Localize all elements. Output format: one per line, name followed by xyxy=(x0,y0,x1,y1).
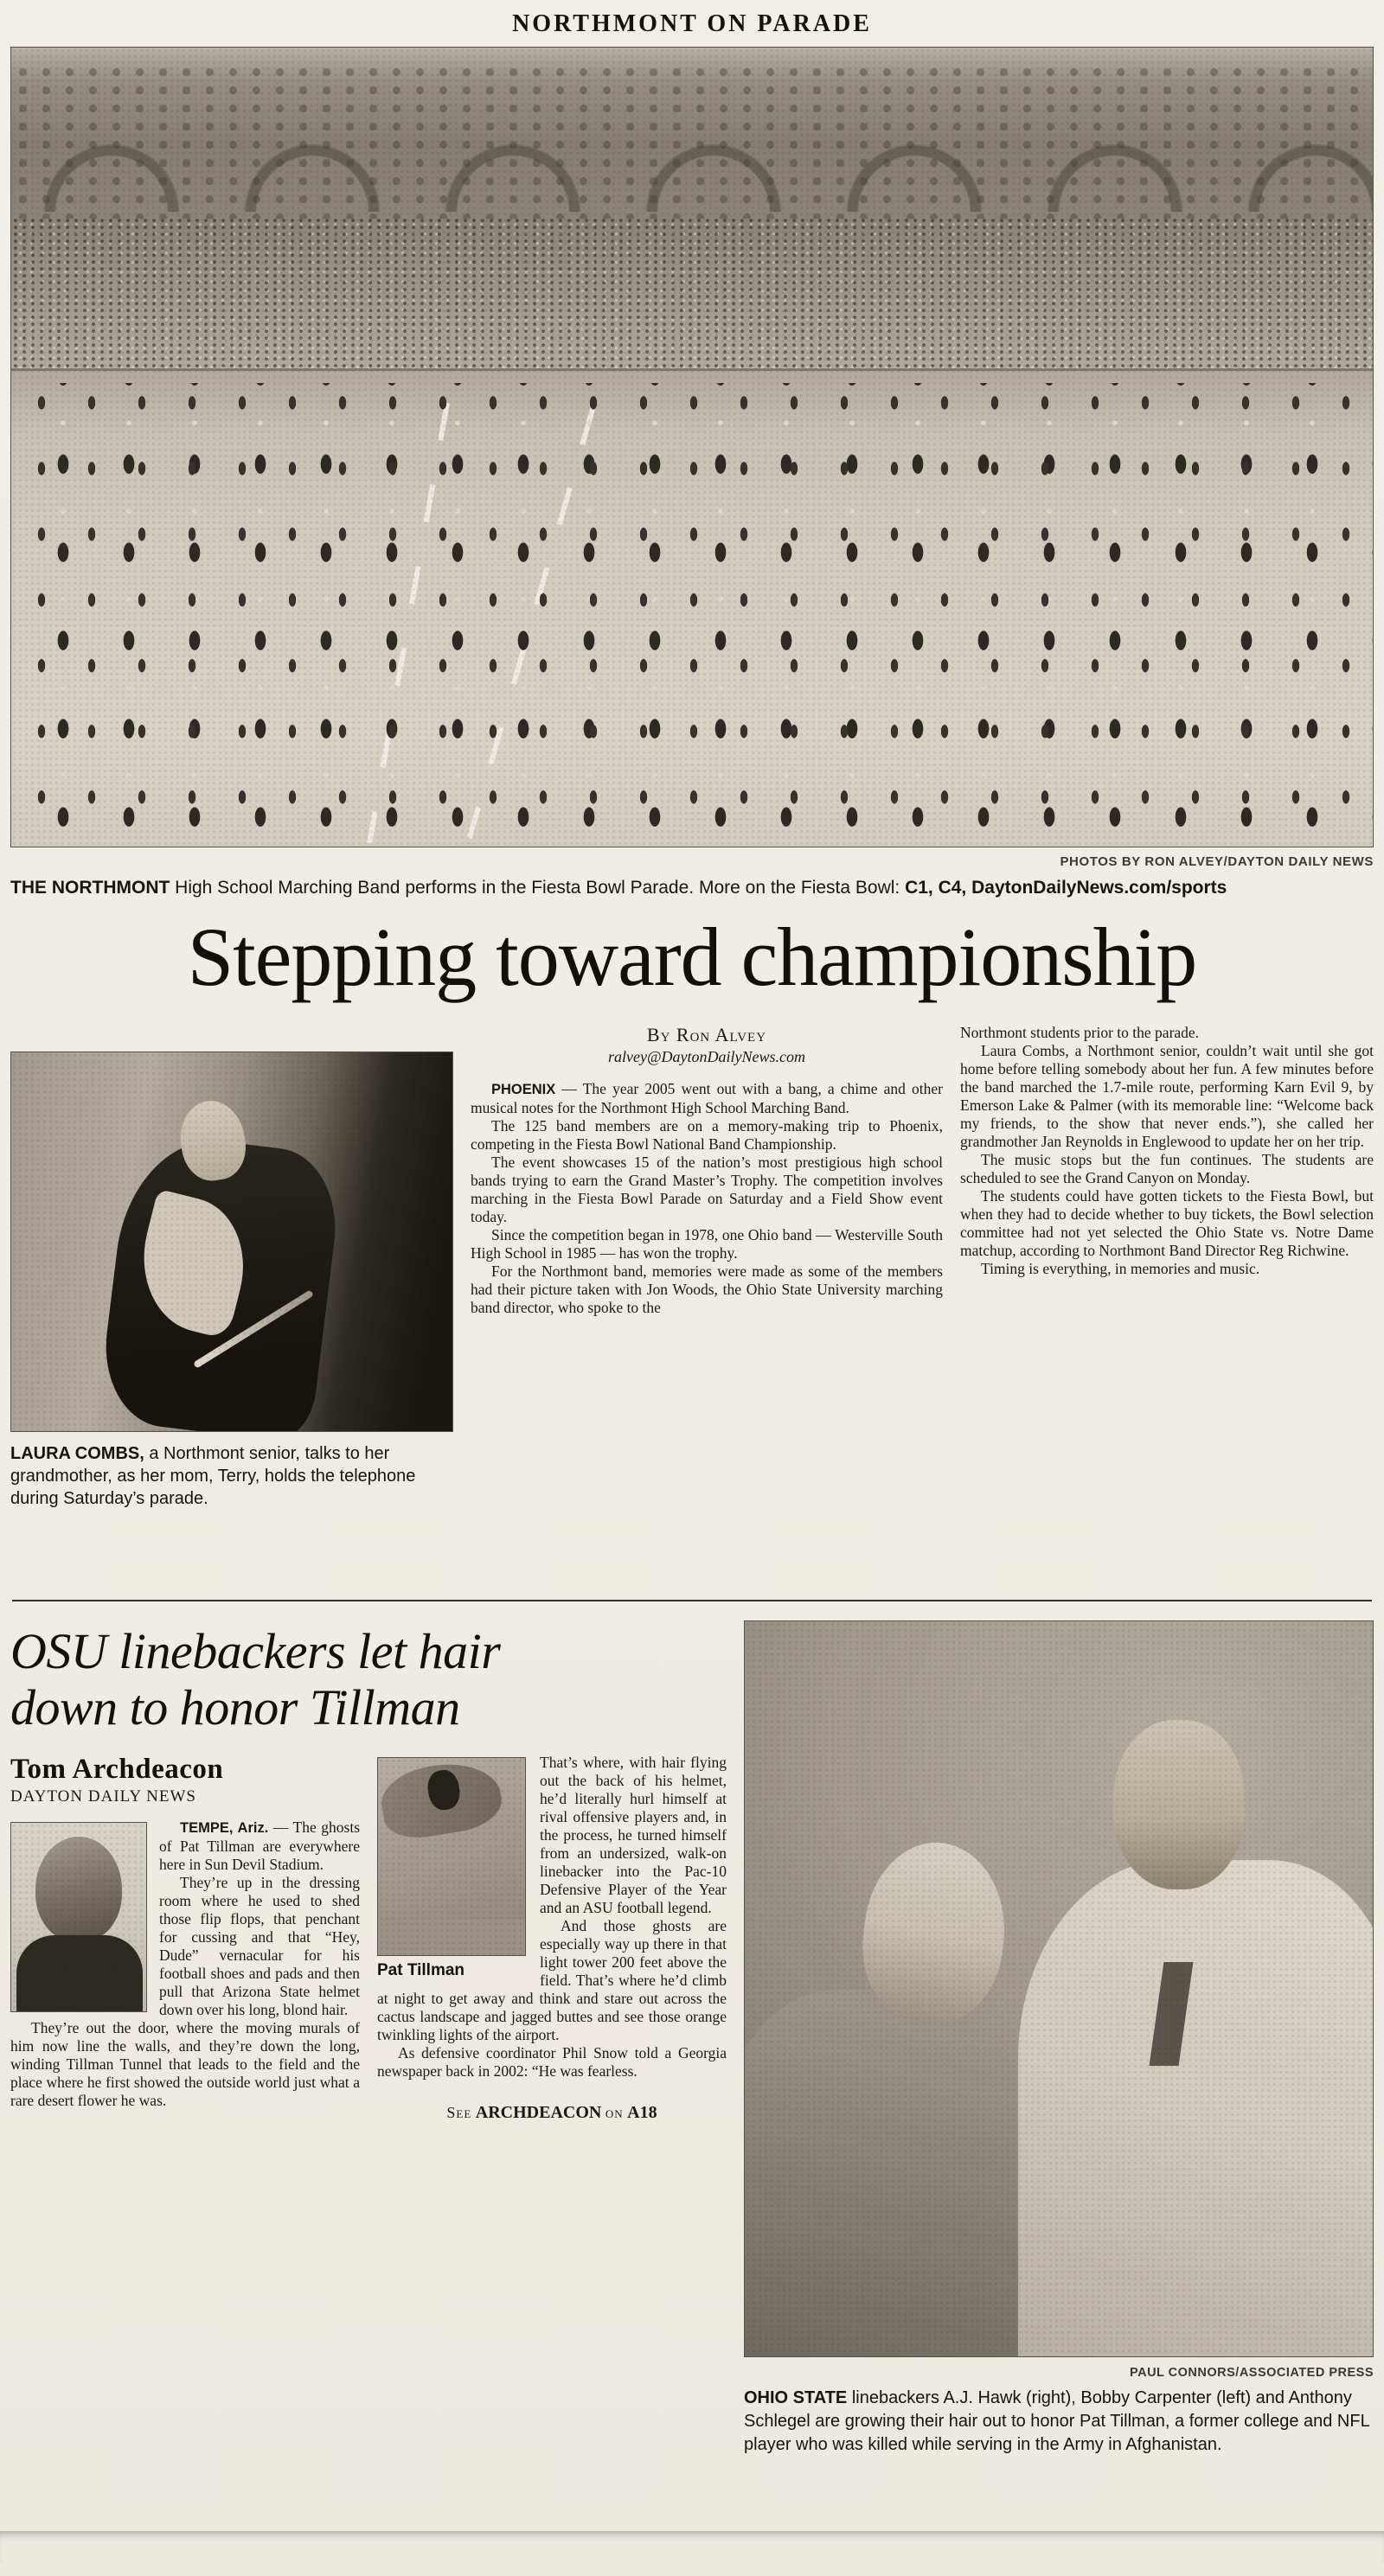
article1-columns xyxy=(10,1024,1374,1591)
caption-lead-in: OHIO STATE xyxy=(744,2387,848,2407)
article2-columns xyxy=(10,1754,727,2123)
paragraph: Laura Combs, a Northmont senior, couldn’t wait until she got home before telling somebody about her fun. A few minutes before the band marched the 1.7-mile route, performing Karn Evil 9, by Emerson Lake & Palmer (with its memorable line: “Welcome back my friends, to the show that never ends.”), she called her grandmother Jan Reynolds in Englewood to update her on her trip. xyxy=(960,1041,1374,1150)
paragraph: Timing is everything, in memories and music. xyxy=(981,1259,1260,1277)
page-kicker: NORTHMONT ON PARADE xyxy=(512,10,872,37)
headline-line: OSU linebackers let hair xyxy=(10,1622,501,1679)
columnist-name: Tom Archdeacon xyxy=(10,1753,224,1785)
paragraph: For the Northmont band, memories were made as some of the members had their picture taken with Jon Woods, the Ohio State University marching band director, who spoke to the xyxy=(471,1262,943,1316)
caption-body: a Northmont senior, talks to her grandmother, as her mom, Terry, holds the telephone during Saturday’s parade. xyxy=(10,1443,416,1508)
pat-tillman-photo xyxy=(377,1757,526,1956)
article2-headline xyxy=(10,1624,727,1736)
caption-lead-in: LAURA COMBS, xyxy=(10,1443,144,1463)
shoulders-art xyxy=(378,1919,525,1955)
paragraph: As defensive coordinator Phil Snow told a Georgia newspaper back in 2002: “He was fearless. xyxy=(377,2043,727,2080)
dateline: PHOENIX xyxy=(491,1081,556,1097)
laura-combs-photo xyxy=(10,1051,453,1432)
shoulders-art xyxy=(16,1935,143,2011)
head-art xyxy=(35,1837,122,1942)
crowd-art xyxy=(11,217,1373,371)
paragraph: They’re up in the dressing room where he used to shed those flip flops, that penchant for cussing and that “Hey, Dude” vernacular for his football shoes and pads and then pull that Arizona State helmet down over his long, blond hair. xyxy=(159,1873,360,2018)
article2-photo-column xyxy=(744,1610,1374,2504)
parade-photo xyxy=(10,47,1374,847)
columnist-org: DAYTON DAILY NEWS xyxy=(10,1787,196,1806)
caption-refer: C1, C4, DaytonDailyNews.com/sports xyxy=(905,878,1227,898)
jump-page: A18 xyxy=(627,2102,657,2122)
byline-email: ralvey@DaytonDailyNews.com xyxy=(607,1047,805,1065)
paragraph: The 125 band members are on a memory-making trip to Phoenix, competing in the Fiesta Bowl National Band Championship. xyxy=(471,1116,943,1153)
laura-combs-caption xyxy=(10,1442,453,1510)
main-headline: Stepping toward championship xyxy=(187,911,1197,1003)
photo-credit: PHOTOS BY RON ALVEY/DAYTON DAILY NEWS xyxy=(1060,854,1374,869)
article2-column-1 xyxy=(10,1754,360,2123)
jump-column-name: ARCHDEACON xyxy=(475,2102,602,2122)
osu-photo-caption xyxy=(744,2387,1374,2457)
article1-column-2 xyxy=(960,1024,1374,1591)
jump-see: See xyxy=(446,2103,472,2121)
paragraph-text: — The year 2005 went out with a bang, a chime and other musical notes for the Northmont High School Marching Band. xyxy=(471,1079,943,1116)
photo-credit: PAUL CONNORS/ASSOCIATED PRESS xyxy=(1130,2365,1374,2380)
pat-tillman-caption: Pat Tillman xyxy=(377,1960,465,1979)
tom-archdeacon-mugshot xyxy=(10,1822,147,2012)
article2-column-2 xyxy=(377,1754,727,2123)
player-left-art xyxy=(744,1990,1028,2356)
section-divider xyxy=(12,1600,1372,1601)
jump-line xyxy=(377,2103,727,2123)
caption-body: linebackers A.J. Hawk (right), Bobby Carpenter (left) and Anthony Schlegel are growing their hair out to honor Pat Tillman, a former college and NFL player who was killed while serving in the Army in Afghanistan. xyxy=(744,2387,1369,2454)
page-fold-shadow xyxy=(0,2531,1384,2562)
paragraph-text: — The ghosts of Pat Tillman are everywhere here in Sun Devil Stadium. xyxy=(159,1818,361,1873)
dateline: TEMPE, Ariz. xyxy=(180,1819,269,1836)
caption-lead-in: THE NORTHMONT xyxy=(10,878,170,898)
paragraph: And those ghosts are especially way up there in that light tower 200 feet above the field. That’s where he’d climb at night to get away and think and stare out across the cactus landscape and jagged buttes and see those orange twinkling lights of the airport. xyxy=(377,1916,727,2043)
paragraph: The event showcases 15 of the nation’s most prestigious high school bands trying to earn the Grand Master’s Trophy. The competition involves marching in the Fiesta Bowl Parade on Saturday and a Field Show event today. xyxy=(471,1153,943,1225)
main-photo-caption xyxy=(10,876,1374,899)
player-right-head-art xyxy=(1113,1720,1245,1889)
paragraph: That’s where, with hair flying out the back of his helmet, he’d literally hurl himself at rival offensive players and, in the process, he turned himself from an undersized, walk-on linebacker into the Pac-10 Defensive Player of the Year and an ASU football legend. xyxy=(540,1753,727,1916)
article1-column-1 xyxy=(471,1024,943,1591)
paragraph: The students could have gotten tickets to the Fiesta Bowl, but when they had to decide whether to buy tickets, the Bowl selection committee had not yet selected the Ohio State vs. Notre Dame matchup, according to Northmont Band Director Reg Richwine. xyxy=(960,1186,1374,1259)
paragraph: Northmont students prior to the parade. xyxy=(960,1023,1200,1041)
balloon-arches-art xyxy=(11,63,1373,219)
osu-linebackers-photo xyxy=(744,1620,1374,2357)
caption-body: High School Marching Band performs in the Fiesta Bowl Parade. More on the Fiesta Bowl: xyxy=(170,878,906,898)
article2-text-area xyxy=(10,1610,744,2504)
pat-tillman-photo-block xyxy=(377,1757,526,1980)
paragraph xyxy=(471,1080,943,1117)
article2-section xyxy=(10,1610,1374,2504)
article1-photo-column xyxy=(10,1024,453,1591)
marching-band-art xyxy=(11,383,1373,847)
paragraph: They’re out the door, where the moving murals of him now line the walls, and they’re down the long, winding Tillman Tunnel that leads to the field and the place where he first showed the outside world just what a rare desert flower he was. xyxy=(10,2018,360,2109)
jump-on: on xyxy=(605,2103,624,2121)
byline: By Ron Alvey xyxy=(646,1023,767,1045)
headline-line: down to honor Tillman xyxy=(10,1678,460,1735)
player-right-art xyxy=(1018,1860,1374,2356)
face-art xyxy=(416,1815,489,1917)
paragraph: The music stops but the fun continues. The students are scheduled to see the Grand Canyon on Monday. xyxy=(960,1150,1374,1186)
paragraph: Since the competition began in 1978, one Ohio band — Westerville South High School in 1985 — has won the trophy. xyxy=(471,1225,943,1262)
